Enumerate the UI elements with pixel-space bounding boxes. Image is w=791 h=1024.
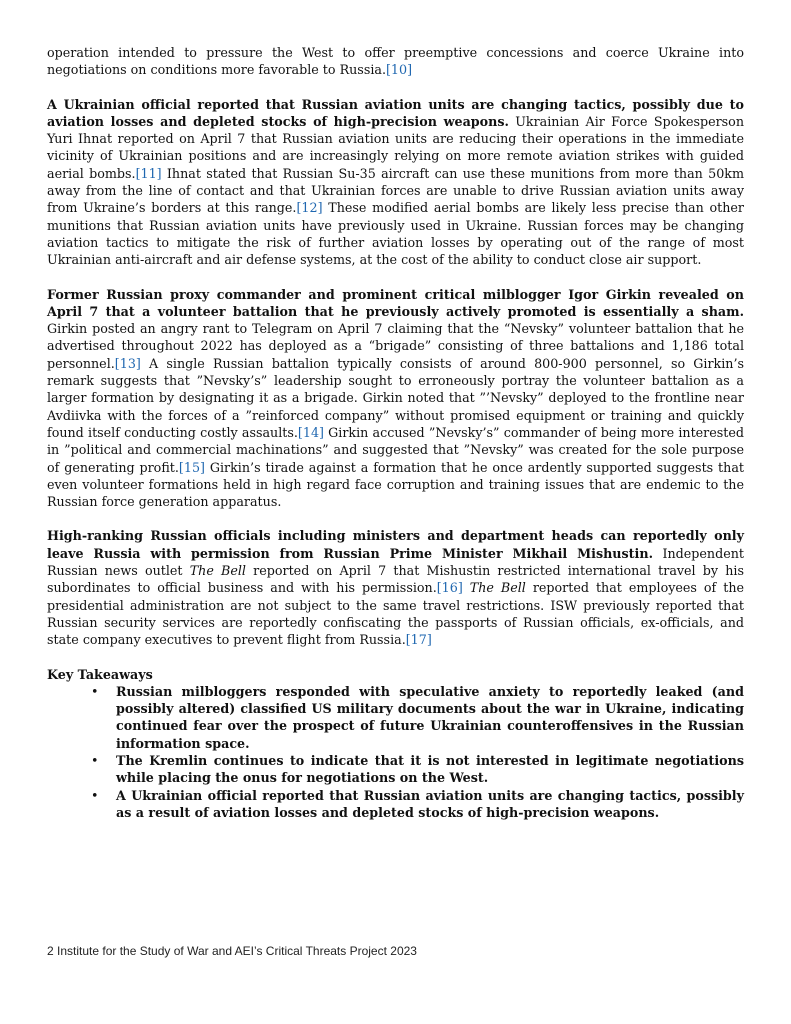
footnote-link-12[interactable]: [12] [296, 200, 323, 216]
footnote-link-10[interactable]: [10] [385, 62, 413, 78]
paragraph-aviation-tactics: A Ukrainian official reported that Russian aviation units are changing tactics, possibly due to aviation losses and depleted stocks of high-precision weapons. Ukrainian Air Force Spokesperson Yuri Ihnat reported on April 7 that Russian aviation units are reducing their operations in the immediate vicinity of Ukrainian positions and are increasingly relying on more remote aviation strikes with guided aerial bombs.[11] Ihnat stated that Russian Su-35 aircraft can use these munitions from more than 50km away from the line of contact and that Ukrainian forces are unable to drive Russian aviation units away from Ukraine’s borders at this range.[12] These modified aerial bombs are likely less precise than other munitions that Russian aviation units have previously used in Ukraine. Russian forces may be changing aviation tactics to mitigate the risk of further aviation losses by operating out of the range of most Ukrainian anti-aircraft and air defense systems, at the cost of the ability to conduct close air support. [47, 96, 744, 268]
paragraph-lead: A Ukrainian official reported that Russian aviation units are changing tactics, possibly due to aviation losses and depleted stocks of high-precision weapons. [47, 96, 744, 129]
takeaway-item: • A Ukrainian official reported that Russian aviation units are changing tactics, possibly as a result of aviation losses and depleted stocks of high-precision weapons. [69, 787, 744, 822]
footnote-link-17[interactable]: [17] [405, 632, 432, 648]
paragraph-lead: High-ranking Russian officials including ministers and department heads can reportedly only leave Russia with permission from Russian Prime Minister Mikhail Mishustin. [47, 528, 744, 561]
key-takeaways-heading: Key Takeaways [47, 666, 153, 682]
paragraph-continuation: operation intended to pressure the West to offer preemptive concessions and coerce Ukraine into negotiations on conditions more favorable to Russia.[10] [47, 45, 744, 78]
takeaway-item: • Russian milbloggers responded with speculative anxiety to reportedly leaked (and possibly altered) classified US military documents about the war in Ukraine, indicating continued fear over the prospect of future Ukrainian counteroffensives in the Russian information space. [69, 683, 744, 752]
report-body [47, 44, 744, 821]
key-takeaways-list [47, 683, 744, 821]
paragraph-lead: Former Russian proxy commander and prominent critical milblogger Igor Girkin revealed on April 7 that a volunteer battalion that he previously actively promoted is essentially a sham. [47, 286, 744, 319]
paragraph-mishustin-travel: High-ranking Russian officials including ministers and department heads can reportedly only leave Russia with permission from Russian Prime Minister Mikhail Mishustin. Independent Russian news outlet The Bell reported on April 7 that Mishustin restricted international travel by his subordinates to official business and with his permission.[16] The Bell reported that employees of the presidential administration are not subject to the same travel restrictions. ISW previously reported that Russian security services are reportedly confiscating the passports of Russian officials, ex-officials, and state company executives to prevent flight from Russia.[17] [47, 528, 745, 648]
paragraph-girkin-nevsky: Former Russian proxy commander and prominent critical milblogger Igor Girkin revealed on April 7 that a volunteer battalion that he previously actively promoted is essentially a sham. Girkin posted an angry rant to Telegram on April 7 claiming that the “Nevsky” volunteer battalion that he advertised throughout 2022 has deployed as a “brigade” consisting of three battalions and 1,186 total personnel.[13] A single Russian battalion typically consists of around 800-900 personnel, so Girkin’s remark suggests that ”Nevsky’s” leadership sought to erroneously portray the volunteer battalion as a larger formation by designating it as a brigade. Girkin noted that ”’Nevsky” deployed to the frontline near Avdiivka with the forces of a ”reinforced company” without promised equipment or training and quickly found itself conducting costly assaults.[14] Girkin accused ”Nevsky’s” commander of being more interested in ”political and commercial machinations” and suggested that ”Nevsky” was created for the sole purpose of generating profit.[15] Girkin’s tirade against a formation that he once ardently supported suggests that even volunteer formations held in high regard face corruption and training issues that are endemic to the Russian force generation apparatus. [47, 286, 744, 510]
footnote-link-11[interactable]: [11] [135, 165, 162, 181]
footnote-link-14[interactable]: [14] [297, 424, 324, 440]
takeaway-item: • The Kremlin continues to indicate that it is not interested in legitimate negotiations while placing the onus for negotiations on the West. [69, 752, 744, 787]
page-footer: 2 Institute for the Study of War and AEI’s Critical Threats Project 2023 [47, 944, 417, 958]
footnote-link-15[interactable]: [15] [178, 459, 205, 475]
footnote-link-16[interactable]: [16] [436, 580, 463, 596]
footnote-link-13[interactable]: [13] [114, 355, 141, 371]
